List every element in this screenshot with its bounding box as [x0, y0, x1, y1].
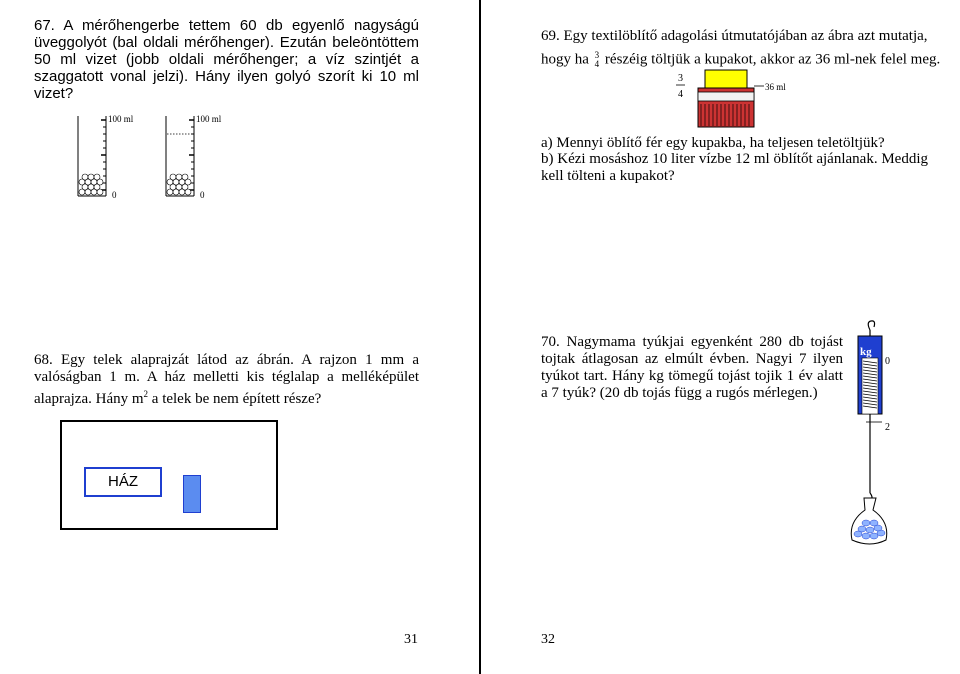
page-number-left: 31	[404, 632, 418, 647]
egg-bag	[851, 498, 887, 544]
problem-70-text: 70. Nagymama tyúkjai egyenként 280 db tojást tojtak átlagosan az elmúlt évben. Nagyi 7 ilyen tyúkot tart. Hány kg tömegű tojást tojik 1 év alatt a 7 tyúk? (20 db tojás függ a rugós mérlegen.)	[541, 334, 843, 401]
problem-69-question-b: b) Kézi mosáshoz 10 liter vízbe 12 ml öblítőt ajánlanak. Meddig kell tölteni a kupakot?	[541, 151, 928, 184]
problem-69-question-a: a) Mennyi öblítő fér egy kupakba, ha teljesen teletöltjük?	[541, 135, 885, 151]
problem-68-text-main: 68. Egy telek alaprajzát látod az ábrán. A rajzon 1 mm a valóságban 1 m. A ház melletti kis téglalap a melléképület alaprajza. Hány m	[34, 352, 419, 407]
spring-scale-figure	[838, 318, 902, 550]
page-divider	[479, 0, 481, 674]
problem-69-fraction-numerator: 3	[594, 50, 600, 60]
problem-69-fraction	[595, 51, 600, 69]
problem-69-line2	[541, 51, 940, 69]
problem-68-text-end: a telek be nem épített része?	[148, 391, 322, 407]
left-measuring-cylinder	[78, 116, 106, 196]
fabric-softener-cap-figure	[670, 68, 800, 130]
house-rectangle: HÁZ	[84, 467, 162, 497]
right-cylinder-top-label: 100 ml	[196, 114, 222, 124]
problem-68-text	[34, 352, 419, 408]
problem-68-superscript: 2	[143, 389, 149, 399]
measuring-cylinders-figure	[70, 110, 240, 210]
problem-69-line1: 69. Egy textilöblítő adagolási útmutatójában az ábra azt mutatja,	[541, 28, 928, 44]
right-cylinder-bottom-label: 0	[200, 190, 205, 200]
problem-69-fraction-denominator: 4	[594, 59, 600, 69]
left-cylinder-top-label: 100 ml	[108, 114, 134, 124]
cap-fraction-numerator: 3	[678, 73, 683, 84]
cap-volume-label: 36 ml	[765, 82, 786, 92]
outbuilding-rectangle	[183, 475, 201, 513]
scale-two-label: 2	[885, 422, 890, 433]
scale-zero-label: 0	[885, 356, 890, 367]
page-number-right: 32	[541, 632, 555, 647]
problem-67-text: 67. A mérőhengerbe tettem 60 db egyenlő nagyságú üveggolyót (bal oldali mérőhenger). Ezután beleöntöttem 50 ml vizet (jobb oldali mérőhenger; a víz szintjét a szaggatott vonal jelzi). Hány ilyen golyó szorít ki 10 ml vizet?	[34, 17, 419, 102]
problem-69-line2-after: részéig töltjük a kupakot, akkor az 36 ml-nek felel meg.	[604, 51, 941, 68]
scale-unit-label: kg	[860, 346, 872, 358]
cap-fill-band	[698, 92, 754, 101]
right-measuring-cylinder	[166, 116, 194, 196]
plot-outline	[60, 420, 278, 530]
left-cylinder-bottom-label: 0	[112, 190, 117, 200]
problem-69-line2-before: hogy ha	[541, 51, 589, 68]
cap-fraction-denominator: 4	[678, 89, 683, 100]
cap-yellow-top	[705, 70, 747, 88]
